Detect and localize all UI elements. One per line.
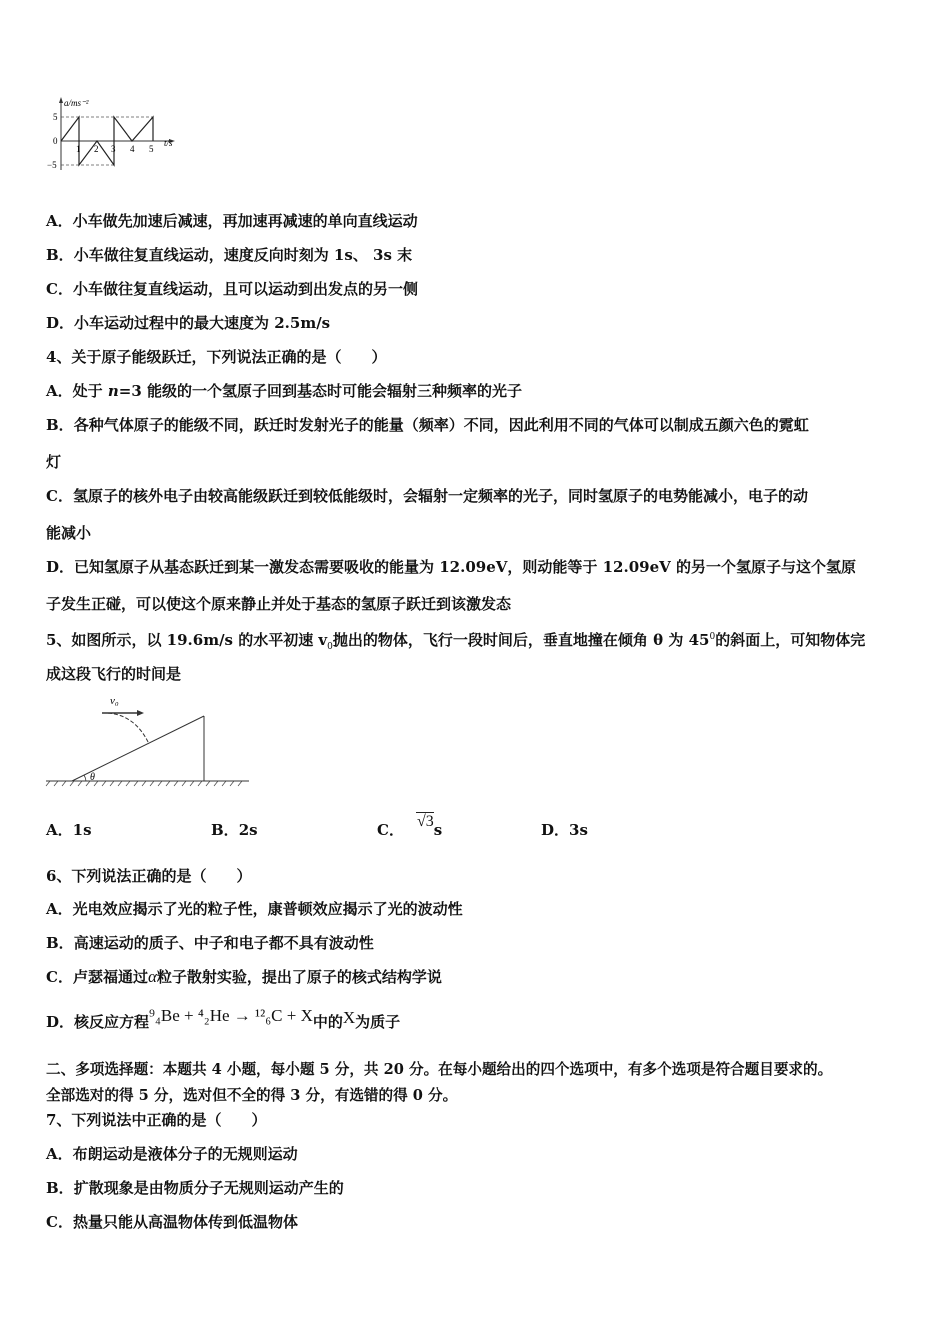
- option-label: A．: [46, 212, 73, 230]
- x-tick: 5: [149, 144, 154, 154]
- q6-option-d: [46, 1006, 401, 1032]
- option-text-post: =3 能级的一个氢原子回到基态时可能会辐射三种频率的光子: [118, 382, 523, 400]
- q4-option-d: [46, 557, 856, 577]
- q4-option-d-cont: 子发生正碰，可以使这个原来静止并处于基态的氢原子跃迁到该激发态: [46, 595, 512, 613]
- q5-stem-cont: 成这段飞行的时间是: [46, 665, 182, 683]
- option-label: B．: [211, 821, 239, 839]
- q5-option-a: [46, 819, 92, 840]
- option-label: A．: [46, 382, 73, 400]
- q3-option-a: [46, 211, 418, 231]
- q5-option-b: [211, 819, 258, 840]
- q7-option-b: [46, 1178, 344, 1198]
- option-label: C．: [377, 821, 404, 839]
- y-tick: 0: [53, 136, 58, 146]
- option-text: 热量只能从高温物体传到低温物体: [72, 1213, 298, 1231]
- option-text: 小车做往复直线运动，速度反向时刻为 1s、 3s 末: [73, 246, 413, 264]
- option-label: B．: [46, 416, 74, 434]
- option-text-post: 粒子散射实验，提出了原子的核式结构学说: [156, 968, 442, 986]
- q4-option-c-cont: 能减小: [46, 524, 92, 542]
- option-text: 高速运动的质子、中子和电子都不具有波动性: [73, 934, 374, 952]
- option-text-post: 为质子: [355, 1013, 401, 1031]
- option-label: D．: [46, 314, 75, 332]
- option-label: A．: [46, 900, 73, 918]
- stem-part: 抛出的物体，飞行一段时间后，垂直地撞在倾角 θ 为 45: [332, 631, 710, 649]
- option-label: C．: [46, 487, 73, 505]
- x-tick: 4: [130, 144, 135, 154]
- option-label: D．: [46, 558, 75, 576]
- option-text-pre: 核反应方程: [74, 1013, 150, 1031]
- subscript: 0: [327, 642, 333, 652]
- q5-stem: [46, 627, 865, 657]
- option-label: C．: [46, 968, 73, 986]
- alpha-symbol: α: [147, 967, 157, 986]
- option-label: A．: [46, 1145, 73, 1163]
- y-tick: 5: [53, 112, 58, 122]
- option-text: 氢原子的核外电子由较高能级跃迁到较低能级时，会辐射一定频率的光子，同时氢原子的电势能减小，电子的动: [72, 487, 808, 505]
- option-label: B．: [46, 934, 74, 952]
- q4-option-b-cont: 灯: [46, 453, 62, 471]
- q3-option-b: [46, 245, 412, 265]
- option-label: D．: [46, 1013, 75, 1031]
- option-text-mid: 中的: [312, 1013, 343, 1031]
- q4-stem: 4、关于原子能级跃迁，下列说法正确的是（ ）: [46, 348, 387, 366]
- q3-option-d: [46, 313, 330, 333]
- stem-part: 的斜面上，可知物体完: [715, 631, 866, 649]
- option-text: 小车做先加速后减速，再加速再减速的单向直线运动: [72, 212, 418, 230]
- option-label: B．: [46, 1179, 74, 1197]
- q3-option-c: [46, 279, 418, 299]
- section-2-heading-cont: 全部选对的得 5 分，选对但不全的得 3 分，有选错的得 0 分。: [46, 1087, 458, 1104]
- q4-option-a: [46, 381, 522, 401]
- option-text: 光电效应揭示了光的粒子性，康普顿效应揭示了光的波动性: [72, 900, 463, 918]
- q5-option-d: [541, 819, 588, 840]
- option-label: B．: [46, 246, 74, 264]
- option-text: 1s: [72, 821, 92, 839]
- q7-option-c: [46, 1212, 298, 1232]
- incline-projectile-figure: [44, 692, 254, 792]
- x-axis-label: t/s: [164, 138, 173, 148]
- option-text: 各种气体原子的能级不同，跃迁时发射光子的能量（频率）不同，因此利用不同的气体可以制成五颜六色的霓虹: [73, 416, 809, 434]
- nuclear-equation: ⁹₄Be + ⁴₂He → ¹²₆C + X: [149, 1006, 313, 1025]
- option-unit: s: [433, 821, 443, 839]
- x-tick: 3: [111, 144, 116, 154]
- q7-stem: 7、下列说法中正确的是（ ）: [46, 1111, 267, 1129]
- stem-part: 5、如图所示，以 19.6m/s 的水平初速 v: [46, 631, 328, 649]
- theta-label: θ: [90, 772, 95, 783]
- q6-option-c: [46, 967, 442, 987]
- variable-x: X: [342, 1008, 356, 1027]
- variable-n: n: [107, 382, 119, 400]
- q6-option-a: [46, 899, 463, 919]
- option-text-pre: 卢瑟福通过: [72, 968, 148, 986]
- superscript: 0: [709, 632, 716, 642]
- q4-option-b: [46, 415, 809, 435]
- option-text: 3s: [569, 821, 588, 839]
- sqrt-value: √3: [416, 813, 434, 830]
- x-tick: 2: [94, 144, 99, 154]
- option-label: C．: [46, 280, 73, 298]
- option-text: 已知氢原子从基态跃迁到某一激发态需要吸收的能量为 12.09eV，则动能等于 12.09eV 的另一个氢原子与这个氢原: [74, 558, 856, 576]
- q5-option-c: [377, 813, 443, 840]
- option-text: 布朗运动是液体分子的无规则运动: [72, 1145, 298, 1163]
- option-text: 扩散现象是由物质分子无规则运动产生的: [73, 1179, 344, 1197]
- section-2-heading: 二、多项选择题：本题共 4 小题，每小题 5 分，共 20 分。在每小题给出的四个选项中，有多个选项是符合题目要求的。: [46, 1061, 833, 1078]
- option-text: 小车运动过程中的最大速度为 2.5m/s: [74, 314, 331, 332]
- q4-option-c: [46, 486, 808, 506]
- y-axis-label: a/ms⁻²: [64, 98, 89, 108]
- acceleration-time-graph: [44, 95, 184, 175]
- option-label: A．: [46, 821, 73, 839]
- x-tick: 1: [76, 144, 81, 154]
- option-label: C．: [46, 1213, 73, 1231]
- option-text: 2s: [238, 821, 258, 839]
- v0-label: v₀: [110, 695, 119, 707]
- option-text: 小车做往复直线运动，且可以运动到出发点的另一侧: [72, 280, 418, 298]
- q7-option-a: [46, 1144, 298, 1164]
- option-label: D．: [541, 821, 570, 839]
- y-tick: −5: [47, 160, 57, 170]
- option-text-pre: 处于: [72, 382, 108, 400]
- q6-option-b: [46, 933, 374, 953]
- q6-stem: 6、下列说法正确的是（ ）: [46, 867, 252, 885]
